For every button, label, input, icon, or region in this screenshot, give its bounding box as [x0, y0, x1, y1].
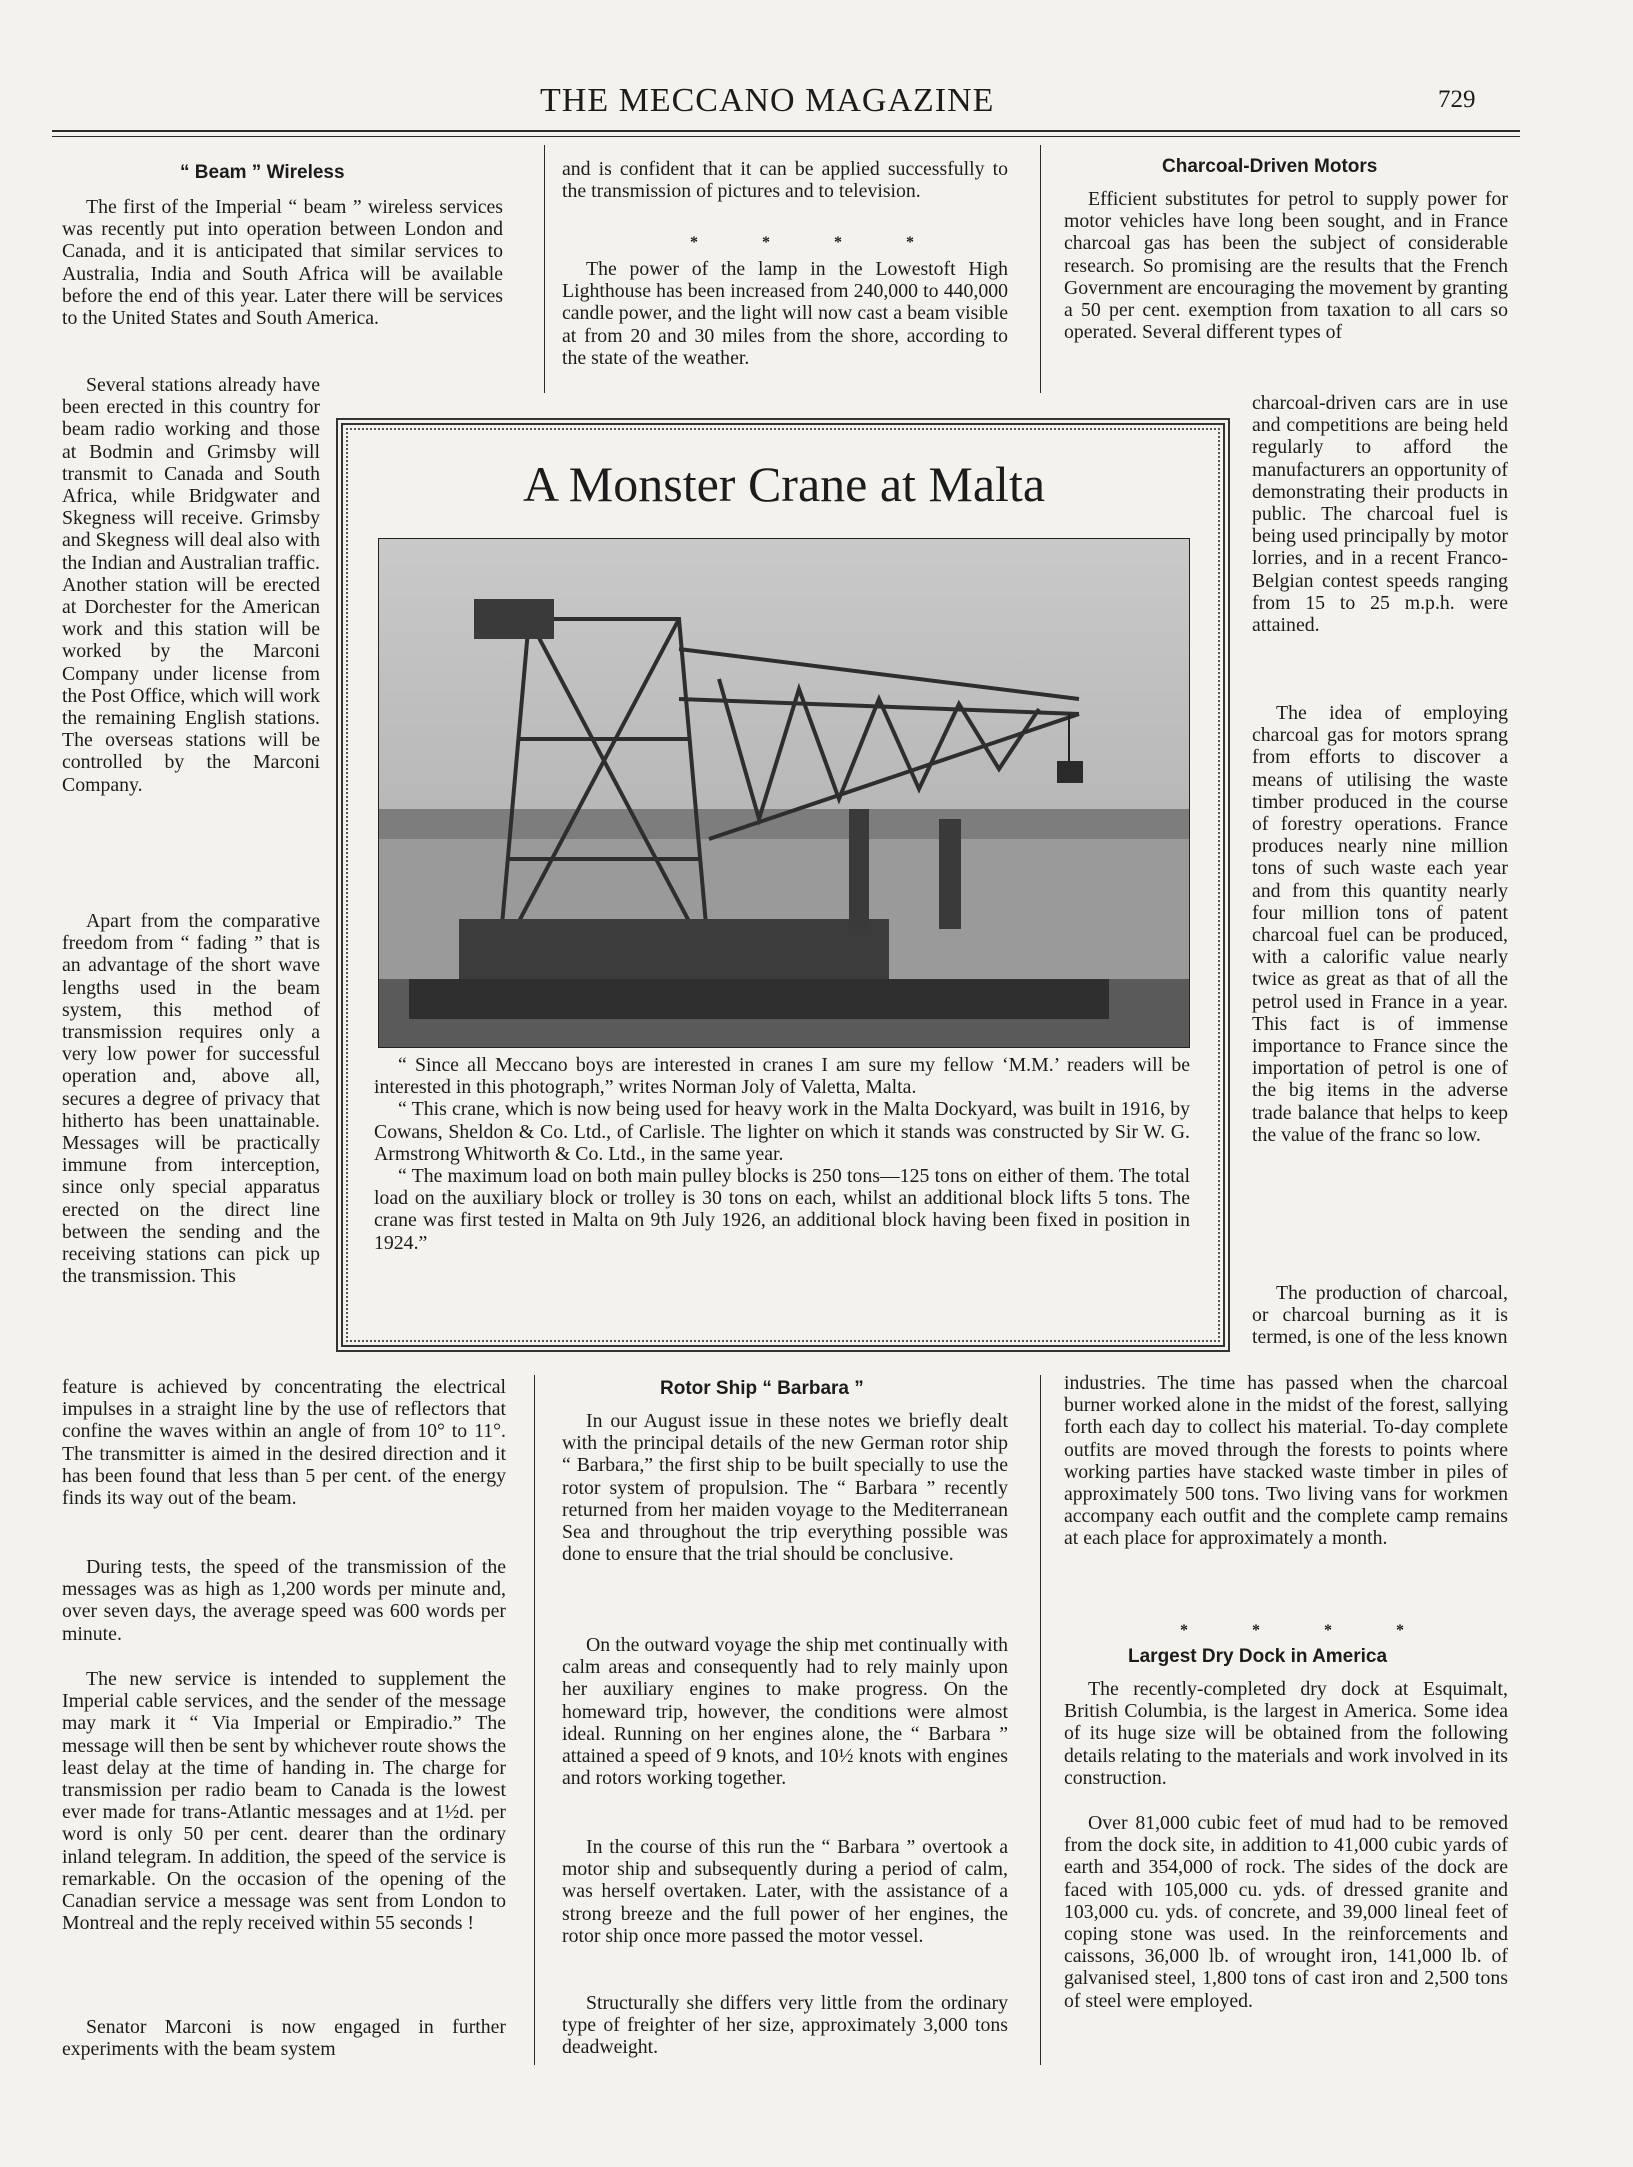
charcoal-paragraph-2: The idea of employing charcoal gas for motors sprang from efforts to discover a means of utilising the waste timber produced in the course of forestry operations. France produces nearly nine million tons of such waste each year and from this quantity nearly four million tons of patent charcoal fuel can be produced, with a calorific value nearly twice as great as that of all the petrol used in France in a year. This fact is of immense importance to France since the importation of petrol is one of the big items in the adverse trade balance that helps to keep the value of the franc so low. — [1252, 702, 1508, 1146]
beam-paragraph-7: Senator Marconi is now engaged in further experiments with the beam system — [62, 2016, 506, 2061]
beam-paragraph-3: Apart from the comparative freedom from “ fading ” that is an advantage of the short wave lengths used in the beam system, this method of transmission requires only a very low power for successful operation and, above all, secures a degree of privacy that hitherto has been unattainable. Messages will be practically immune from interception, since only special apparatus erected on the direct line between the sending and the receiving stations can pick up the transmission. This — [62, 910, 320, 1288]
rotor-paragraph-2: On the outward voyage the ship met continually with calm areas and consequently had to rely mainly upon her auxiliary engines to make progress. On the homeward trip, however, the conditions were almost ideal. Running on her engines alone, the “ Barbara ” attained a speed of 9 knots, and 10½ knots with engines and rotors working together. — [562, 1634, 1008, 1790]
beam-paragraph-4: feature is achieved by concentrating the electrical impulses in a straight line by the use of reflectors that confine the waves within an angle of from 10° to 11°. The transmitter is aimed in the desired direction and it has been found that less than 5 per cent. of the energy finds its way out of the beam. — [62, 1376, 506, 1510]
crane-photograph — [378, 538, 1190, 1048]
lighthouse-paragraph: The power of the lamp in the Lowestoft High Lighthouse has been increased from 240,000 to 440,000 candle power, and the light will now cast a beam visible at from 20 and 30 miles from the shore, according to the state of the weather. — [562, 258, 1008, 369]
drydock-paragraph-1: The recently-completed dry dock at Esquimalt, British Columbia, is the largest in America. Some idea of its huge size will be obtained from the following details relating to the materials and work involved in its construction. — [1064, 1678, 1508, 1789]
column-divider — [1040, 1375, 1041, 2065]
column-divider — [1040, 145, 1041, 393]
charcoal-paragraph-4: industries. The time has passed when the charcoal burner worked alone in the midst of the forest, sallying forth each day to collect his material. To-day complete outfits are moved through the forests to points where working parties have stacked waste timber in piles of approximately 500 tons. Two living vans for workmen accompany each outfit and the complete camp remains at each place for approximately a month. — [1064, 1372, 1508, 1550]
rotor-paragraph-1: In our August issue in these notes we briefly dealt with the principal details of the new German rotor ship “ Barbara,” the first ship to be built specially to use the rotor system of propulsion. The “ Barbara ” recently returned from her maiden voyage to the Mediterranean Sea and throughout the trip everything possible was done to ensure that the trial should be conclusive. — [562, 1410, 1008, 1566]
page-number: 729 — [1438, 86, 1476, 113]
beam-paragraph-6: The new service is intended to supplement the Imperial cable services, and the sender of the message may mark it “ Via Imperial or Empiradio.” The message will then be sent by whichever route shows the least delay at the time of handing in. The charge for transmission per radio beam to Canada is the lowest ever made for trans-Atlantic messages and at 1½d. per word is only 50 per cent. dearer than the ordinary inland telegram. In addition, the speed of the service is remarkable. On the occasion of the opening of the Canadian service a message was sent from London to Montreal and the reply received within 55 seconds ! — [62, 1668, 506, 1935]
beam-paragraph-1: The first of the Imperial “ beam ” wireless services was recently put into operation between London and Canada, and it is anticipated that similar services to Australia, India and South Africa will be available before the end of this year. Later there will be services to the United States and South America. — [62, 196, 503, 330]
drydock-paragraph-2: Over 81,000 cubic feet of mud had to be removed from the dock site, in addition to 41,000 cubic yards of earth and 354,000 of rock. The sides of the dock are faced with 105,000 cu. yds. of dressed granite and 103,000 cu. yds. of concrete, and 39,000 lineal feet of coping stone was used. In the reinforcements and caissons, 36,000 lb. of wrought iron, 141,000 lb. of galvanised steel, 1,800 tons of cast iron and 2,500 tons of steel were employed. — [1064, 1812, 1508, 2012]
header-rule-thin — [52, 136, 1520, 137]
rotor-ship-heading: Rotor Ship “ Barbara ” — [660, 1378, 864, 1399]
beam-paragraph-5: During tests, the speed of the transmission of the messages was as high as 1,200 words per minute and, over seven days, the average speed was 600 words per minute. — [62, 1556, 506, 1645]
column-divider — [544, 145, 545, 393]
beam-wireless-heading: “ Beam ” Wireless — [180, 162, 345, 183]
crane-caption — [374, 1054, 1190, 1254]
charcoal-paragraph-1b: charcoal-driven cars are in use and competitions are being held regularly to afford the manufacturers an opportunity of demonstrating their products in public. The charcoal fuel is being used principally by motor lorries, and in a recent Franco-Belgian contest speeds ranging from 15 to 25 m.p.h. were attained. — [1252, 392, 1508, 637]
caption-paragraph-2: “ This crane, which is now being used for heavy work in the Malta Dockyard, was built in 1916, by Cowans, Sheldon & Co. Ltd., of Carlisle. The lighter on which it stands was constructed by Sir W. G. Armstrong Whitworth & Co. Ltd., in the same year. — [374, 1098, 1190, 1165]
drydock-heading: Largest Dry Dock in America — [1128, 1646, 1388, 1667]
caption-paragraph-3: “ The maximum load on both main pulley blocks is 250 tons—125 tons on either of them. The total load on the auxiliary block or trolley is 30 tons on each, whilst an additional block lifts 5 tons. The crane was first tested in Malta on 9th July 1926, an additional block having been fixed in position in 1924.” — [374, 1165, 1190, 1254]
caption-paragraph-1: “ Since all Meccano boys are interested in cranes I am sure my fellow ‘M.M.’ readers will be interested in this photograph,” writes Norman Joly of Valetta, Malta. — [374, 1054, 1190, 1099]
charcoal-paragraph-3: The production of charcoal, or charcoal burning as it is termed, is one of the less known — [1252, 1282, 1508, 1349]
beam-paragraph-2: Several stations already have been erected in this country for beam radio working and those at Bodmin and Grimsby will transmit to Canada and South Africa, while Bridgwater and Skegness will receive. Grimsby and Skegness will deal also with the Indian and Australian traffic. Another station will be erected at Dorchester for the American work and this station will be worked by the Marconi Company under license from the Post Office, which will work the remaining English stations. The overseas stations will be controlled by the Marconi Company. — [62, 374, 320, 796]
beam-continuation: and is confident that it can be applied successfully to the transmission of pictures and to television. — [562, 158, 1008, 203]
section-stars: * * * * — [1180, 1622, 1434, 1639]
section-stars: * * * * — [690, 234, 944, 251]
crane-illustration — [379, 539, 1189, 1047]
charcoal-heading: Charcoal-Driven Motors — [1162, 156, 1378, 177]
column-divider — [534, 1375, 535, 2065]
rotor-paragraph-4: Structurally she differs very little from the ordinary type of freighter of her size, approximately 3,000 tons deadweight. — [562, 1992, 1008, 2059]
header-rule — [52, 130, 1520, 132]
masthead: THE MECCANO MAGAZINE — [540, 82, 995, 119]
crane-article-title: A Monster Crane at Malta — [522, 456, 1046, 512]
rotor-paragraph-3: In the course of this run the “ Barbara ” overtook a motor ship and subsequently during a period of calm, was herself overtaken. Later, with the assistance of a strong breeze and the full power of her engines, the rotor ship once more passed the motor vessel. — [562, 1836, 1008, 1947]
charcoal-paragraph-1: Efficient substitutes for petrol to supply power for motor vehicles have long been sought, and in France charcoal gas has been the subject of considerable research. So promising are the results that the French Government are encouraging the movement by granting a 50 per cent. exemption from taxation to all cars so operated. Several different types of — [1064, 188, 1508, 344]
